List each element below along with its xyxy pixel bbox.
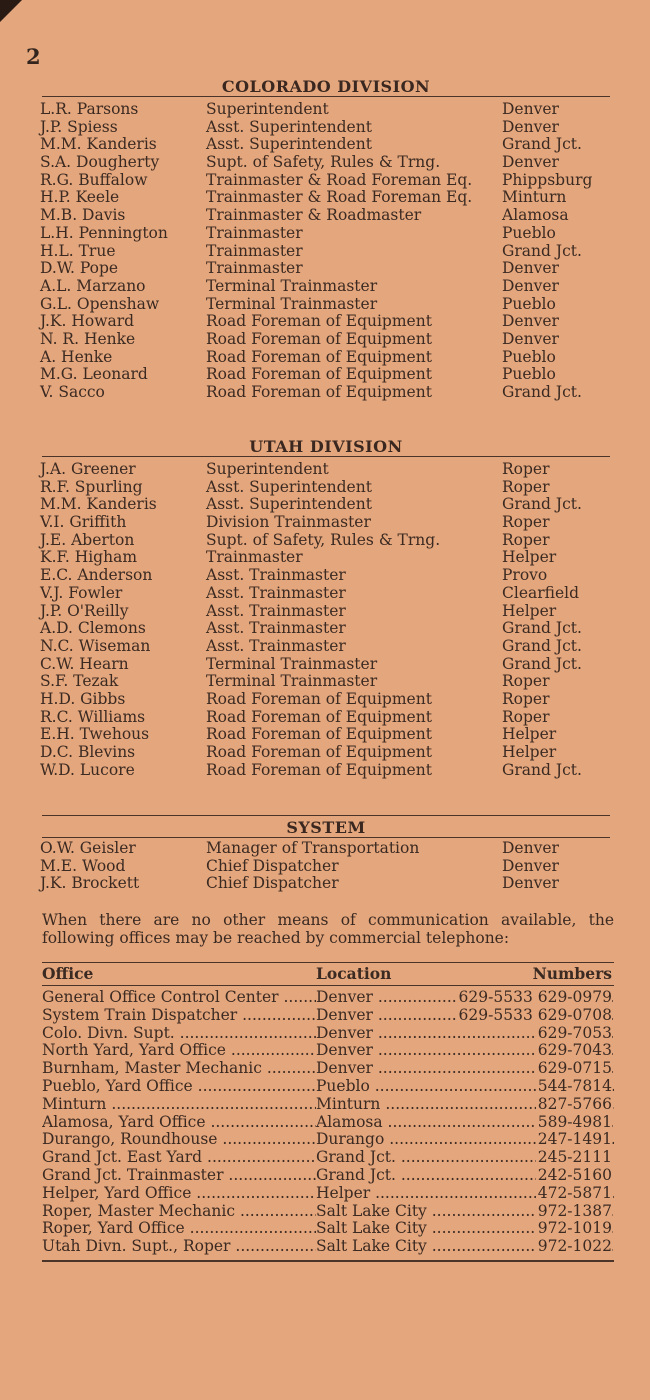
job-title: Asst. Superintendent (206, 117, 372, 136)
office-name: System Train Dispatcher ..... (42, 1007, 316, 1025)
work-location: Pueblo (502, 294, 556, 313)
office-name: General Office Control Center ..... (42, 989, 316, 1007)
phone-numbers: 972-1387 (537, 1201, 612, 1220)
job-title: Supt. of Safety, Rules & Trng. (206, 153, 441, 172)
phone-numbers: 629-5533 629-0708 (458, 1005, 612, 1024)
roster-row (40, 744, 610, 762)
office-location: Alamosa ..... (316, 1114, 614, 1132)
phone-numbers: 242-5160 (537, 1165, 612, 1184)
work-location: Pueblo (502, 365, 556, 384)
work-location: Denver (502, 100, 559, 118)
office-location: Denver ..... (316, 1007, 614, 1025)
office-location: Denver ..... (316, 1025, 614, 1043)
person-name: O.W. Geisler (40, 839, 136, 857)
office-name: Burnham, Master Mechanic ..... (42, 1060, 316, 1078)
person-name: M.G. Leonard (40, 365, 148, 384)
job-title: Road Foreman of Equipment (206, 312, 432, 331)
header-office: Office (42, 964, 94, 983)
job-title: Road Foreman of Equipment (206, 760, 432, 779)
phone-numbers: 629-7043 (537, 1041, 612, 1060)
person-name: R.G. Buffalow (40, 170, 148, 189)
job-title: Chief Dispatcher (206, 874, 339, 893)
person-name: J.P. O'Reilly (40, 601, 129, 620)
roster-row (40, 313, 610, 331)
office-location: Salt Lake City ..... (316, 1203, 614, 1221)
work-location: Roper (502, 689, 550, 708)
person-name: V.I. Griffith (40, 513, 127, 532)
office-location: Salt Lake City ..... (316, 1238, 614, 1256)
telephone-row (42, 989, 614, 1007)
work-location: Roper (502, 672, 550, 691)
roster-row (40, 673, 610, 691)
job-title: Manager of Transportation (206, 839, 420, 857)
person-name: R.F. Spurling (40, 477, 143, 496)
person-name: M.M. Kanderis (40, 135, 157, 154)
person-name: M.E. Wood (40, 856, 126, 875)
work-location: Denver (502, 312, 559, 331)
person-name: V.J. Fowler (40, 583, 123, 602)
work-location: Grand Jct. (502, 135, 582, 154)
telephone-row (42, 1096, 614, 1114)
person-name: L.H. Pennington (40, 223, 168, 242)
person-name: S.F. Tezak (40, 672, 119, 691)
person-name: H.D. Gibbs (40, 689, 126, 708)
office-name: Pueblo, Yard Office ..... (42, 1078, 316, 1096)
phone-numbers: 247-1491 (537, 1130, 612, 1149)
work-location: Denver (502, 329, 559, 348)
roster-row (40, 384, 610, 402)
roster-row (40, 101, 610, 119)
roster-row (40, 366, 610, 384)
job-title: Asst. Trainmaster (206, 566, 346, 585)
roster-row (40, 479, 610, 497)
job-title: Road Foreman of Equipment (206, 689, 432, 708)
job-title: Trainmaster (206, 223, 303, 242)
job-title: Asst. Superintendent (206, 477, 372, 496)
roster-row (40, 278, 610, 296)
office-location: Salt Lake City ..... (316, 1220, 614, 1238)
person-name: S.A. Dougherty (40, 153, 160, 172)
person-name: A.L. Marzano (40, 276, 146, 295)
work-location: Roper (502, 477, 550, 496)
person-name: C.W. Hearn (40, 654, 129, 673)
job-title: Superintendent (206, 100, 329, 118)
office-location: Grand Jct. ..... (316, 1149, 614, 1167)
telephone-row (42, 1131, 614, 1149)
job-title: Supt. of Safety, Rules & Trng. (206, 530, 441, 549)
roster-row (40, 154, 610, 172)
roster-row (40, 331, 610, 349)
work-location: Roper (502, 707, 550, 726)
roster-row (40, 567, 610, 585)
roster-row (40, 840, 610, 858)
job-title: Terminal Trainmaster (206, 294, 378, 313)
phone-numbers: 827-5766 (537, 1094, 612, 1113)
roster-row (40, 858, 610, 876)
person-name: J.K. Brockett (40, 874, 140, 893)
office-location: Minturn ..... (316, 1096, 614, 1114)
work-location: Roper (502, 513, 550, 532)
office-name: Grand Jct. Trainmaster ..... (42, 1167, 316, 1185)
office-location: Denver ..... (316, 1060, 614, 1078)
page-corner (0, 0, 22, 22)
job-title: Road Foreman of Equipment (206, 707, 432, 726)
telephone-row (42, 1149, 614, 1167)
job-title: Terminal Trainmaster (206, 672, 378, 691)
job-title: Asst. Trainmaster (206, 601, 346, 620)
roster-row (40, 243, 610, 261)
person-name: H.P. Keele (40, 188, 120, 207)
work-location: Grand Jct. (502, 760, 582, 779)
telephone-row (42, 1114, 614, 1132)
job-title: Road Foreman of Equipment (206, 365, 432, 384)
person-name: L.R. Parsons (40, 100, 139, 118)
telephone-row (42, 1060, 614, 1078)
job-title: Chief Dispatcher (206, 856, 339, 875)
work-location: Helper (502, 548, 557, 567)
person-name: J.E. Aberton (40, 530, 135, 549)
work-location: Roper (502, 530, 550, 549)
roster-row (40, 709, 610, 727)
phone-numbers: 972-1022 (537, 1237, 612, 1256)
person-name: D.W. Pope (40, 259, 119, 278)
job-title: Asst. Trainmaster (206, 636, 346, 655)
phone-numbers: 544-7814 (537, 1076, 612, 1095)
person-name: E.H. Twehous (40, 725, 150, 744)
system-roster (40, 840, 610, 893)
person-name: V. Sacco (40, 383, 105, 401)
office-location: Grand Jct. ..... (316, 1167, 614, 1185)
telephone-table (42, 962, 614, 1262)
telephone-table-body (42, 989, 614, 1256)
work-location: Grand Jct. (502, 654, 582, 673)
work-location: Denver (502, 856, 559, 875)
utah-division-title: UTAH DIVISION (42, 437, 610, 457)
office-name: Durango, Roundhouse ..... (42, 1131, 316, 1149)
job-title: Trainmaster (206, 548, 303, 567)
job-title: Asst. Superintendent (206, 135, 372, 154)
page-number: 2 (26, 44, 41, 69)
roster-row (40, 461, 610, 479)
job-title: Trainmaster & Road Foreman Eq. (206, 170, 473, 189)
roster-row (40, 260, 610, 278)
phone-numbers: 972-1019 (537, 1219, 612, 1238)
roster-row (40, 726, 610, 744)
office-name: Minturn ..... (42, 1096, 316, 1114)
office-name: Utah Divn. Supt., Roper ..... (42, 1238, 316, 1256)
roster-row (40, 762, 610, 780)
work-location: Grand Jct. (502, 495, 582, 514)
roster-row (40, 207, 610, 225)
telephone-intro-text: When there are no other means of communication available, the following offices may be reached by commercial telephone: (42, 911, 614, 947)
job-title: Road Foreman of Equipment (206, 743, 432, 761)
roster-row (40, 603, 610, 621)
work-location: Pueblo (502, 223, 556, 242)
job-title: Superintendent (206, 460, 329, 478)
job-title: Road Foreman of Equipment (206, 725, 432, 744)
colorado-division-roster (40, 101, 610, 402)
job-title: Terminal Trainmaster (206, 654, 378, 673)
work-location: Alamosa (502, 206, 569, 225)
roster-row (40, 296, 610, 314)
roster-row (40, 172, 610, 190)
roster-row (40, 585, 610, 603)
telephone-row (42, 1025, 614, 1043)
job-title: Trainmaster & Road Foreman Eq. (206, 188, 473, 207)
roster-row (40, 875, 610, 893)
person-name: W.D. Lucore (40, 760, 135, 779)
office-location: Helper ..... (316, 1185, 614, 1203)
work-location: Denver (502, 276, 559, 295)
work-location: Pueblo (502, 347, 556, 366)
person-name: J.P. Spiess (40, 117, 118, 136)
work-location: Denver (502, 259, 559, 278)
telephone-table-header (42, 962, 614, 986)
person-name: H.L. True (40, 241, 116, 260)
phone-numbers: 472-5871 (537, 1183, 612, 1202)
phone-numbers: 629-5533 629-0979 (458, 988, 612, 1006)
work-location: Minturn (502, 188, 567, 207)
office-name: Helper, Yard Office ..... (42, 1185, 316, 1203)
phone-numbers: 589-4981 (537, 1112, 612, 1131)
work-location: Denver (502, 153, 559, 172)
person-name: G.L. Openshaw (40, 294, 160, 313)
telephone-row (42, 1078, 614, 1096)
office-location: Denver ..... (316, 989, 614, 1007)
job-title: Road Foreman of Equipment (206, 383, 432, 401)
work-location: Roper (502, 460, 550, 478)
work-location: Helper (502, 725, 557, 744)
telephone-row (42, 1238, 614, 1256)
roster-row (40, 349, 610, 367)
job-title: Road Foreman of Equipment (206, 329, 432, 348)
roster-row (40, 620, 610, 638)
office-name: Grand Jct. East Yard ..... (42, 1149, 316, 1167)
job-title: Trainmaster (206, 241, 303, 260)
telephone-row (42, 1042, 614, 1060)
job-title: Division Trainmaster (206, 513, 371, 532)
phone-numbers: 245-2111 (537, 1148, 612, 1167)
colorado-division-title: COLORADO DIVISION (42, 77, 610, 97)
job-title: Asst. Superintendent (206, 495, 372, 514)
person-name: A.D. Clemons (40, 619, 146, 638)
utah-division-roster (40, 461, 610, 779)
work-location: Denver (502, 874, 559, 893)
person-name: K.F. Higham (40, 548, 138, 567)
job-title: Terminal Trainmaster (206, 276, 378, 295)
job-title: Asst. Trainmaster (206, 619, 346, 638)
roster-row (40, 225, 610, 243)
office-location: Durango ..... (316, 1131, 614, 1149)
system-title: SYSTEM (42, 815, 610, 838)
roster-row (40, 496, 610, 514)
office-name: Roper, Master Mechanic ..... (42, 1203, 316, 1221)
telephone-row (42, 1167, 614, 1185)
phone-numbers: 629-0715 (537, 1059, 612, 1078)
job-title: Trainmaster & Roadmaster (206, 206, 422, 225)
office-location: Pueblo ..... (316, 1078, 614, 1096)
office-location: Denver ..... (316, 1042, 614, 1060)
work-location: Helper (502, 601, 557, 620)
roster-row (40, 638, 610, 656)
job-title: Trainmaster (206, 259, 303, 278)
header-location: Location (316, 964, 392, 983)
office-name: Roper, Yard Office ..... (42, 1220, 316, 1238)
work-location: Clearfield (502, 583, 580, 602)
roster-row (40, 119, 610, 137)
work-location: Provo (502, 566, 548, 585)
person-name: E.C. Anderson (40, 566, 153, 585)
work-location: Grand Jct. (502, 619, 582, 638)
roster-row (40, 514, 610, 532)
job-title: Road Foreman of Equipment (206, 347, 432, 366)
telephone-row (42, 1203, 614, 1221)
job-title: Asst. Trainmaster (206, 583, 346, 602)
header-numbers: Numbers (532, 964, 612, 983)
office-name: Colo. Divn. Supt. ..... (42, 1025, 316, 1043)
work-location: Helper (502, 743, 557, 761)
phone-numbers: 629-7053 (537, 1023, 612, 1042)
work-location: Phippsburg (502, 170, 593, 189)
roster-row (40, 532, 610, 550)
roster-row (40, 691, 610, 709)
roster-row (40, 189, 610, 207)
work-location: Grand Jct. (502, 636, 582, 655)
person-name: M.B. Davis (40, 206, 126, 225)
work-location: Grand Jct. (502, 383, 582, 401)
roster-row (40, 656, 610, 674)
person-name: J.A. Greener (40, 460, 136, 478)
person-name: D.C. Blevins (40, 743, 136, 761)
office-name: North Yard, Yard Office ..... (42, 1042, 316, 1060)
person-name: R.C. Williams (40, 707, 146, 726)
roster-row (40, 549, 610, 567)
work-location: Denver (502, 839, 559, 857)
telephone-row (42, 1220, 614, 1238)
person-name: M.M. Kanderis (40, 495, 157, 514)
person-name: J.K. Howard (40, 312, 135, 331)
telephone-row (42, 1185, 614, 1203)
telephone-row (42, 1007, 614, 1025)
work-location: Grand Jct. (502, 241, 582, 260)
person-name: A. Henke (40, 347, 113, 366)
roster-row (40, 136, 610, 154)
person-name: N. R. Henke (40, 329, 136, 348)
table-bottom-rule (42, 1260, 614, 1262)
work-location: Denver (502, 117, 559, 136)
office-name: Alamosa, Yard Office ..... (42, 1114, 316, 1132)
person-name: N.C. Wiseman (40, 636, 151, 655)
